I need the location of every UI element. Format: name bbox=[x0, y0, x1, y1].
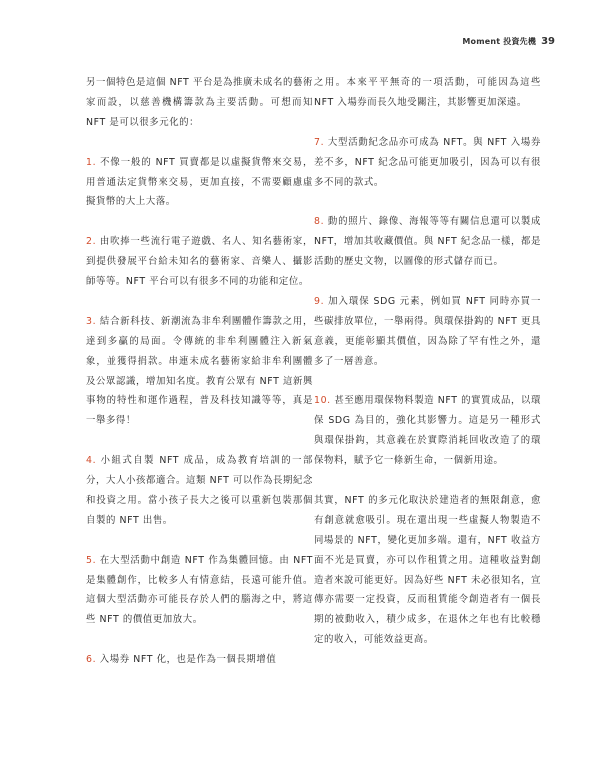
list-number: 5. bbox=[86, 554, 97, 566]
paragraph-text: 另一個特色是這個 NFT 平台是為推廣未成名的藝術家而設，以慈善機構籌款為主要活動。可想而知 NFT 是可以很多元化的： bbox=[86, 77, 313, 128]
paragraph bbox=[86, 650, 313, 670]
paragraph bbox=[314, 292, 541, 372]
paragraph-text: 動的照片、錄像、海報等等有關信息還可以製成 NFT，增加其收藏價值。與 NFT 紀念品一樣，都是活動的歷史文物，以圖像的形式儲存而已。 bbox=[314, 216, 541, 268]
paragraph-text: 其實，NFT 的多元化取決於建造者的無限創意，愈有創意就愈吸引。現在還出現一些虛擬人物製造不同場景的 NFT，變化更加多端。還有，NFT 收益方面不光是買賣，亦可以作租賃之用。這種收益對創造者來說可能更好。因為好些 NFT 未必很知名，宣傳亦需要一定投資，反而租賃能令創造者有一個長期的被動收入，積少成多，在退休之年也有比較穩定的收入，可能效益更高。 bbox=[314, 494, 541, 646]
paragraph-text: 結合新科技、新潮流為非牟利團體作籌款之用，達到多贏的局面。令傳統的非牟利團體注入新氣象，並獲得捐款。串連未成名藝術家給非牟利團體及公眾認識，增加知名度。教育公眾有 NFT 這新興事物的特性和運作過程，普及科技知識等等，真是一舉多得！ bbox=[86, 315, 313, 427]
paragraph bbox=[314, 73, 541, 113]
paragraph bbox=[86, 312, 313, 431]
right-column bbox=[314, 73, 541, 670]
paragraph bbox=[314, 391, 541, 471]
list-number: 2. bbox=[86, 236, 97, 248]
list-number: 3. bbox=[86, 315, 97, 327]
list-number: 9. bbox=[314, 295, 325, 307]
paragraph-text: 加入環保 SDG 元素，例如買 NFT 同時亦買一些碳排放單位，一舉兩得。與環保掛鈎的 NFT 更具意義，更能彰顯其價值，因為除了罕有性之外，還多了一層善意。 bbox=[314, 295, 541, 367]
list-number: 6. bbox=[86, 654, 97, 666]
paragraph-text: 甚至應用環保物料製造 NFT 的實質成品，以環保 SDG 為目的，強化其影響力。這是另一種形式與環保掛鈎，其意義在於實際消耗回收改造了的環保物料，賦予它一條新生命，一個新用途。 bbox=[314, 395, 541, 467]
list-number: 8. bbox=[314, 216, 325, 228]
paragraph-text: 在大型活動中創造 NFT 作為集體回憶。由 NFT 是集體創作，比較多人有情意結，長遠可能升值。這個大型活動亦可能長存於人們的腦海之中，將這些 NFT 的價值更加放大。 bbox=[86, 554, 313, 626]
paragraph-text: 之用。本來平平無奇的一項活動，可能因為這些 NFT 入場券而長久地受關注，其影響更加深遠。 bbox=[314, 77, 541, 108]
paragraph bbox=[86, 73, 313, 133]
paragraph bbox=[314, 133, 541, 193]
paragraph bbox=[86, 451, 313, 531]
paragraph-text: 由吹捧一些流行電子遊戲、名人、知名藝術家，到提供發展平台給未知名的藝術家、音樂人、攝影師等等。NFT 平台可以有很多不同的功能和定位。 bbox=[86, 236, 313, 288]
series-title: Moment 投資先機 bbox=[462, 37, 537, 46]
paragraph bbox=[86, 551, 313, 631]
list-number: 10. bbox=[314, 395, 331, 407]
list-number: 4. bbox=[86, 455, 97, 467]
paragraph bbox=[314, 491, 541, 650]
paragraph bbox=[86, 232, 313, 292]
paragraph-text: 大型活動紀念品亦可成為 NFT。與 NFT 入場券差不多，NFT 紀念品可能更加吸引，因為可以有很多不同的款式。 bbox=[314, 136, 541, 188]
list-number: 7. bbox=[314, 136, 325, 148]
paragraph-text: 不像一般的 NFT 買賣都是以虛擬貨幣來交易，用普通法定貨幣來交易，更加直接，不需要顧慮虛擬貨幣的大上大落。 bbox=[86, 156, 313, 208]
paragraph bbox=[314, 212, 541, 272]
list-number: 1. bbox=[86, 156, 97, 168]
page-number: 39 bbox=[541, 36, 555, 47]
paragraph-text: 入場券 NFT 化，也是作為一個長期增值 bbox=[99, 654, 277, 666]
paragraph bbox=[86, 153, 313, 213]
paragraph-text: 小組式自製 NFT 成品，成為教育培訓的一部分，大人小孩都適合。這類 NFT 可以作為長期紀念和投資之用。當小孩子長大之後可以重新包裝那個自製的 NFT 出售。 bbox=[86, 455, 313, 526]
left-column bbox=[86, 73, 313, 690]
running-header bbox=[462, 36, 555, 47]
